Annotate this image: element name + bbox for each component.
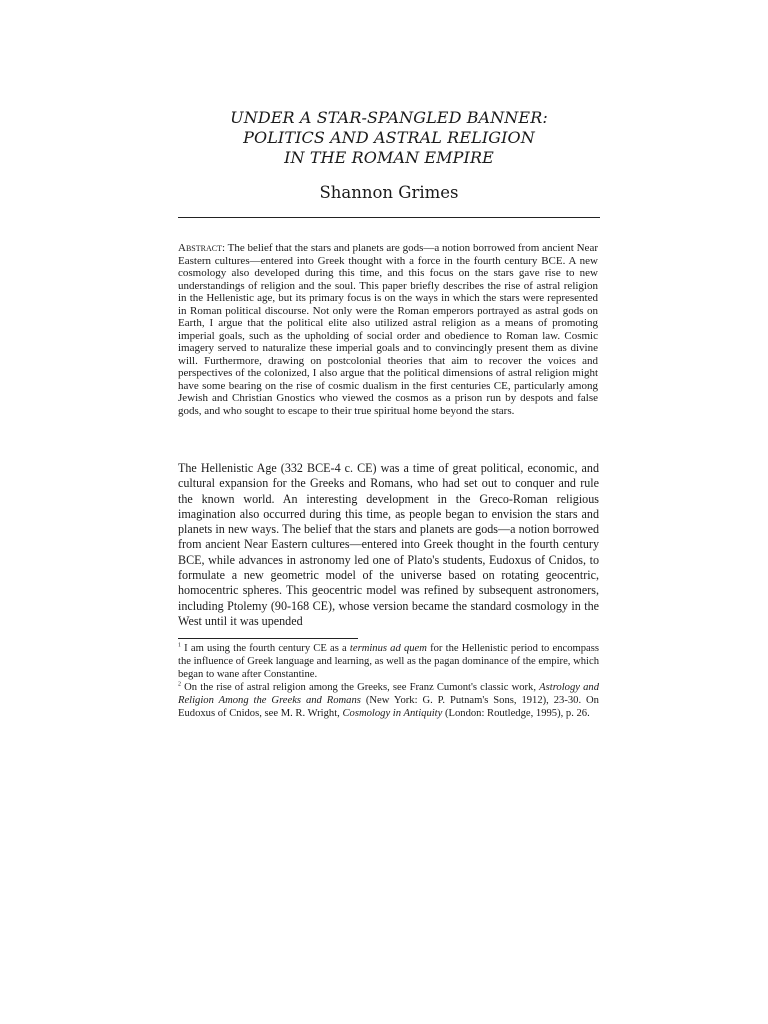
abstract-label: Abstract — [178, 242, 222, 254]
footnote-2-text-b: (New York: G. P. Putnam's Sons, 1912), 23-30. On Eudoxus of Cnidos, see M. R. Wright, — [178, 695, 599, 719]
footnote-2-text-c: (London: Routledge, 1995), p. 26. — [442, 707, 590, 719]
footnote-2 — [178, 682, 599, 720]
paper-title — [178, 108, 600, 204]
title-line-1: UNDER A STAR-SPANGLED BANNER: — [230, 108, 548, 127]
abstract — [178, 242, 598, 417]
footnote-divider — [178, 638, 358, 639]
footnote-2-book-title-1: Astrology and Religion Among the Greeks and Romans — [178, 682, 600, 707]
abstract-text: : The belief that the stars and planets are gods—a notion borrowed from ancient Near Eastern cultures—entered into Greek thought with a force in the fourth century BCE. A new cosmology also developed during this time, and this focus on the stars gave rise to new understandings of religion and the soul. This paper briefly describes the rise of astral religion in the Hellenistic age, but its primary focus is on the ways in which the stars were represented in Roman political discourse. Not only were the Roman emperors portrayed as astral gods on Earth, I argue that the political elite also utilized astral religion as a means of promoting imperial goals, such as the upholding of social order and obedience to Roman law. Cosmic imagery served to naturalize these imperial goals and to convincingly present them as divine will. Furthermore, drawing on postcolonial theories that aim to recover the voices and perspectives of the colonized, I also argue that the political dimensions of astral religion might have some bearing on the rise of cosmic dualism in the first centuries CE, particularly among Jewish and Christian Gnostics who viewed the cosmos as a prison run by despots and false gods, and who sought to escape to their true spiritual home beyond the stars. — [178, 242, 598, 417]
footnote-1-text-a: I am using the fourth century CE as a — [181, 643, 350, 654]
footnote-1-text-b: for the Hellenistic period to encompass the influence of Greek language and learning, as well as the pagan dominance of the empire, which began to wane after Constantine. — [178, 643, 599, 680]
author-name: Shannon Grimes — [319, 183, 459, 202]
footnote-2-book-title-2: Cosmology in Antiquity — [342, 707, 443, 719]
footnote-1-mark: 1 — [178, 642, 181, 649]
title-line-2: POLITICS AND ASTRAL RELIGION — [243, 128, 535, 147]
title-line-3: IN THE ROMAN EMPIRE — [284, 148, 494, 167]
footnotes — [178, 643, 599, 722]
title-divider — [178, 217, 600, 218]
footnote-2-mark: 2 — [178, 681, 181, 688]
footnote-1-term: terminus ad quem — [349, 643, 427, 654]
footnote-2-text-a: On the rise of astral religion among the Greeks, see Franz Cumont's classic work, — [181, 682, 540, 694]
body-paragraph-1: The Hellenistic Age (332 BCE-4 c. CE) was a time of great political, economic, and cultural expansion for the Greeks and Romans, who had set out to conquer and rule the known world. An interesting development in the Greco-Roman religious imagination also occurred during this time, as people began to envision the stars and planets in new ways. The belief that the stars and planets are gods—a notion borrowed from ancient Near Eastern cultures—entered into Greek thought in the fourth century BCE, while advances in astronomy led one of Plato's students, Eudoxus of Cnidos, to formulate a new geometric model of the universe based on rotating geocentric, homocentric spheres. This geocentric model was refined by subsequent astronomers, including Ptolemy (90-168 CE), whose version became the standard cosmology in the West until it was upended — [178, 461, 599, 628]
footnote-1 — [178, 643, 599, 681]
